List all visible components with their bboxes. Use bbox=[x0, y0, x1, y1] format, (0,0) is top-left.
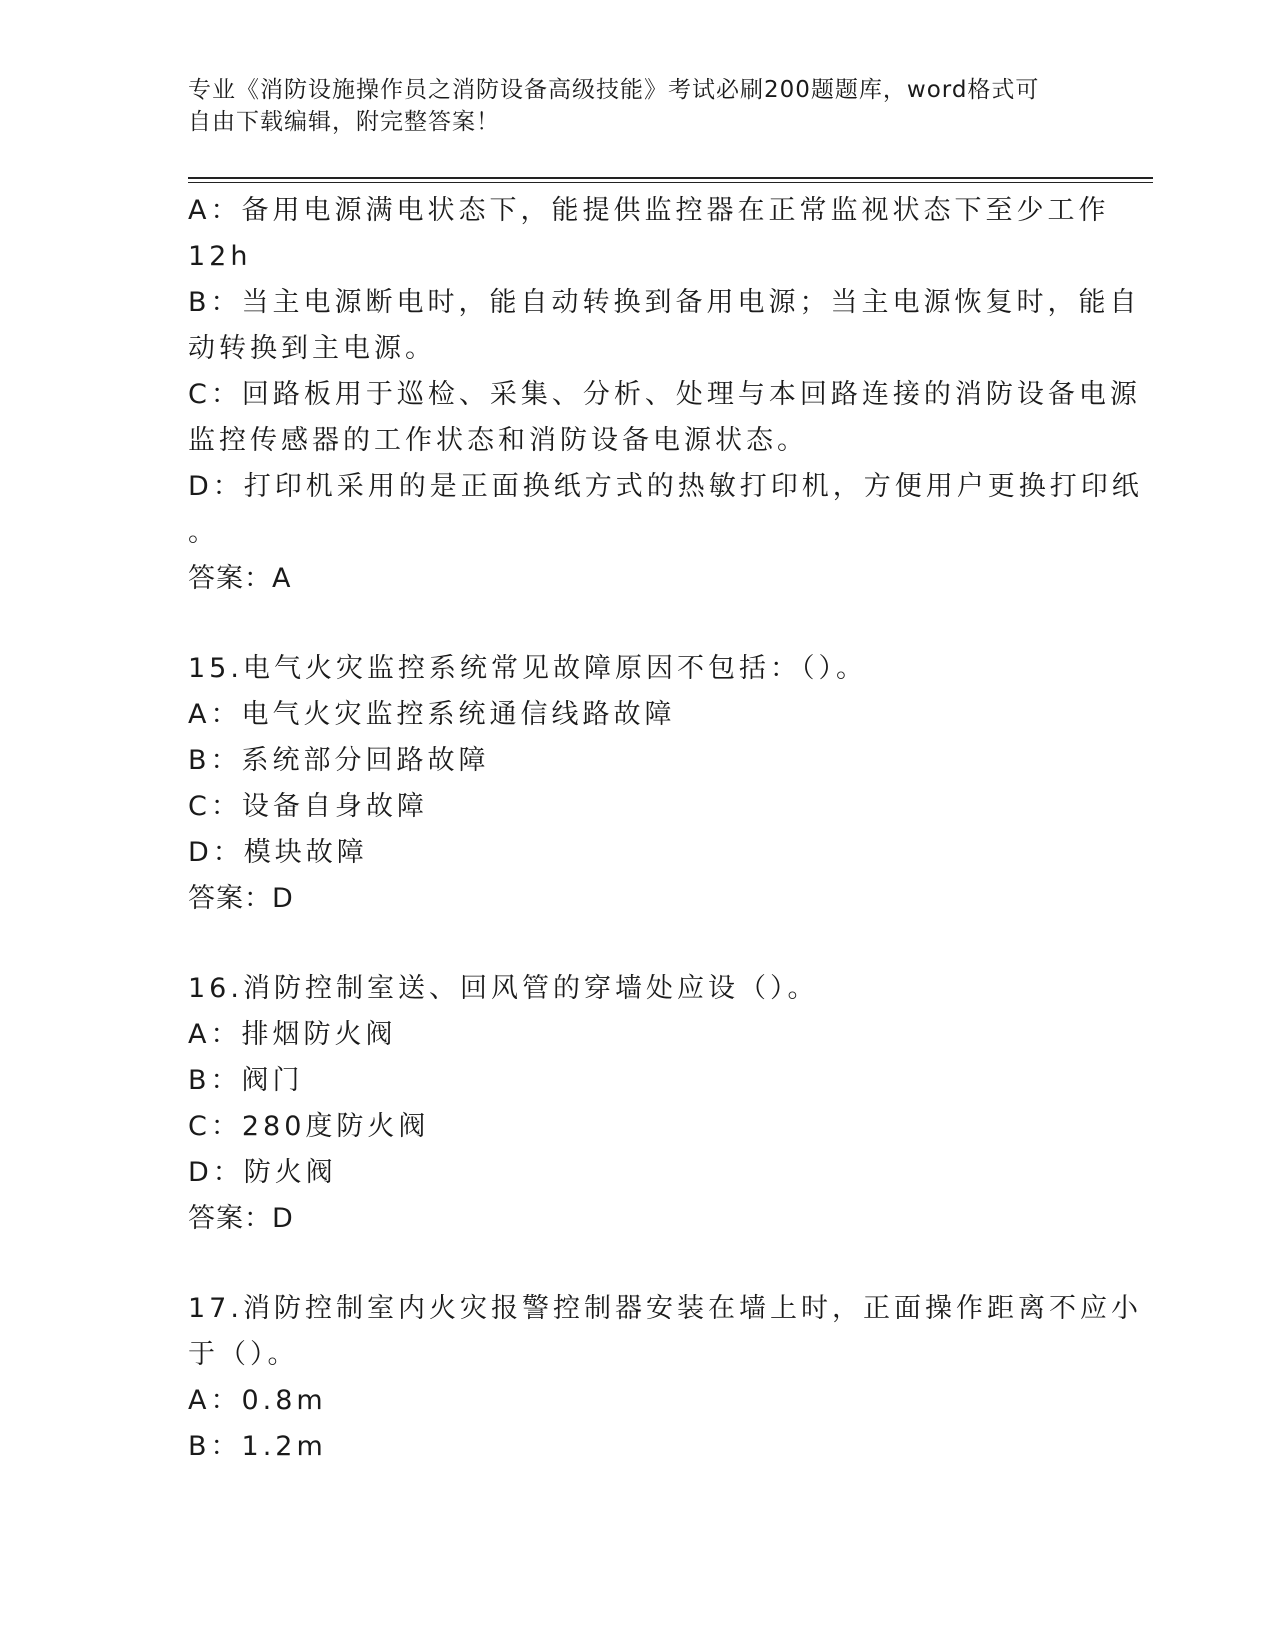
option-b: B：1.2m bbox=[188, 1431, 327, 1462]
answer-16: 答案：D bbox=[188, 1203, 294, 1234]
header-line-1: 专业《消防设施操作员之消防设备高级技能》考试必刷200题题库，word格式可 bbox=[188, 77, 1040, 103]
answer-15: 答案：D bbox=[188, 883, 294, 914]
option-d-line-2: 。 bbox=[188, 517, 219, 548]
question-15 bbox=[188, 646, 1088, 922]
option-b-line-2: 动转换到主电源。 bbox=[188, 333, 436, 364]
option-a-line-2: 12h bbox=[188, 241, 252, 272]
question-content bbox=[188, 188, 1143, 1470]
spacer bbox=[188, 922, 1088, 966]
option-a: A：0.8m bbox=[188, 1385, 327, 1416]
option-a: A：电气火灾监控系统通信线路故障 bbox=[188, 699, 676, 730]
option-d-line-1: D：打印机采用的是正面换纸方式的热敏打印机，方便用户更换打印纸 bbox=[188, 471, 1143, 502]
question-16 bbox=[188, 966, 1088, 1242]
option-c: C：设备自身故障 bbox=[188, 791, 428, 822]
question-16-text: 16.消防控制室送、回风管的穿墙处应设（）。 bbox=[188, 973, 819, 1004]
question-17 bbox=[188, 1286, 1142, 1470]
header-divider-thick bbox=[188, 177, 1153, 179]
header-line-2: 自由下载编辑，附完整答案！ bbox=[188, 109, 500, 135]
option-b: B：阀门 bbox=[188, 1065, 304, 1096]
option-d: D：模块故障 bbox=[188, 837, 368, 868]
spacer bbox=[188, 1242, 1088, 1286]
option-b-line-1: B：当主电源断电时，能自动转换到备用电源；当主电源恢复时，能自 bbox=[188, 287, 1141, 318]
header-divider-thin bbox=[188, 182, 1153, 183]
option-c-line-2: 监控传感器的工作状态和消防设备电源状态。 bbox=[188, 425, 808, 456]
option-a: A：排烟防火阀 bbox=[188, 1019, 397, 1050]
question-17-text-line-2: 于（）。 bbox=[188, 1339, 299, 1370]
option-a-line-1: A：备用电源满电状态下，能提供监控器在正常监视状态下至少工作 bbox=[188, 195, 1110, 226]
document-header bbox=[188, 74, 1088, 138]
option-d: D：防火阀 bbox=[188, 1157, 337, 1188]
option-c: C：280度防火阀 bbox=[188, 1111, 430, 1142]
option-b: B：系统部分回路故障 bbox=[188, 745, 490, 776]
option-c-line-1: C：回路板用于巡检、采集、分析、处理与本回路连接的消防设备电源 bbox=[188, 379, 1141, 410]
answer-14: 答案：A bbox=[188, 563, 292, 594]
question-17-text-line-1: 17.消防控制室内火灾报警控制器安装在墙上时，正面操作距离不应小 bbox=[188, 1293, 1142, 1324]
question-15-text: 15.电气火灾监控系统常见故障原因不包括：（）。 bbox=[188, 653, 867, 684]
spacer bbox=[188, 602, 1088, 646]
question-14-options bbox=[188, 188, 1143, 602]
